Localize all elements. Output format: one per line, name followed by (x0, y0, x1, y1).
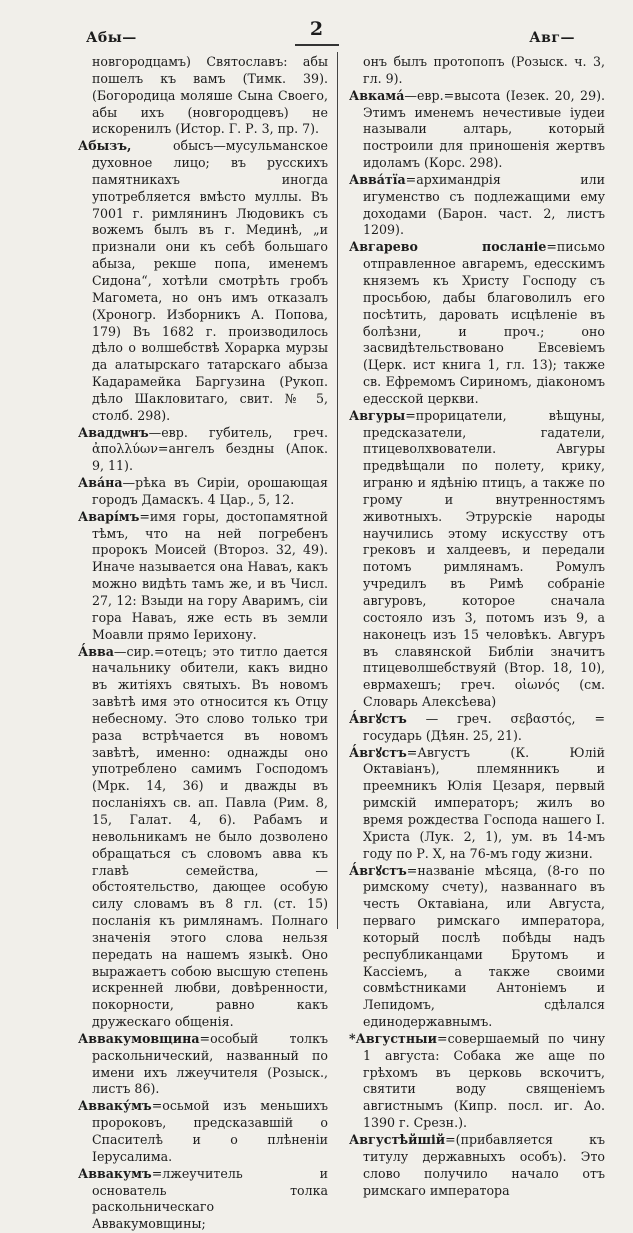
dictionary-entry (78, 425, 328, 476)
right-column (349, 54, 605, 1198)
entry-headword: Аваддѡнъ (78, 424, 149, 440)
column-divider (337, 52, 338, 929)
entry-definition: =осьмой изъ меньшихъ пророковъ, предсказавшій о Спасителѣ и о плѣненіи Іерусалима. (92, 1098, 328, 1164)
entry-headword: Абызъ, (78, 138, 132, 154)
entry-definition: новгородцамъ) Святославъ: абы пошелъ къ вамъ (Тимк. 39). (Богородица моляше Сына Своего, абы ихъ (новгородцевъ) не искоренилъ (Истор. Г. Р. 3, пр. 7). (92, 54, 328, 137)
running-head-left: Абы— (86, 30, 137, 46)
dictionary-entry (78, 1031, 328, 1098)
dictionary-entry (349, 1132, 605, 1199)
entry-headword: Аввакумъ (78, 1165, 152, 1181)
entry-headword: Авваку́мъ (78, 1098, 152, 1114)
entry-definition: =совершаемый по чину 1 августа: Собака же аще по грѣхомъ въ церковь вскочитъ, святити воду священіемъ авгистнымъ (Кипр. посл. иг. Ао. 1390 г. Срезн.). (363, 1030, 605, 1131)
entry-definition: обысъ—мусульманское духовное лицо; въ русскихъ памятникахъ иногда употребляется вмѣсто муллы. Въ 7001 г. римлянинъ Людовикъ съ вожемъ былъ въ г. Мединѣ, „и признали они къ себѣ большаго абыза, рекше попа, именемъ Сидона“, хотѣли смотрѣть гробъ Магомета, но онъ имъ отказалъ (Хроногр. Изборникъ А. Попова, 179) Въ 1682 г. производилось дѣло о волшебствѣ Хорарка мурзы да алатырскаго татарскаго абыза Кадарамейка Баргузина (Рукоп. дѣло Шакловитаго, свит. № 5, столб. 298). (92, 138, 328, 423)
dictionary-entry (78, 475, 328, 509)
entry-definition: —евр.=высота (Іезек. 20, 29). Этимъ именемъ нечестивые іудеи называли алтарь, который построили для приношенія жертвъ идоламъ (Корс. 298). (363, 87, 605, 171)
entry-headword: Августѣйшій (349, 1132, 446, 1147)
entry-headword: Авгарево посланіе (349, 239, 547, 255)
entry-definition: —рѣка въ Сиріи, орошающая городъ Дамаскъ. 4 Цар., 5, 12. (92, 475, 328, 507)
dictionary-entry (349, 711, 605, 745)
page-number: 2 (309, 18, 324, 40)
dictionary-entry (349, 1031, 605, 1132)
page-number-rule (295, 44, 339, 46)
entry-definition: =прорицатели, вѣщуны, предсказатели, гадатели, птицеволхвователи. Авгуры предвѣщали по полету, крику, играню и ядѣнію птицъ, а также по грому и внутренностямъ животныхъ. Этрурскіе народы научились этому искусству отъ грековъ и халдеевъ, и передали потомъ римлянамъ. Ромулъ учредилъ въ Римѣ собраніе авгуровъ, которое сначала состояло изъ 3, потомъ изъ 9, а наконецъ изъ 15 человѣкъ. Авгуръ въ славянской Библіи значитъ птицеволшебствуяй (Втор. 18, 10), еврмахешъ; греч. οἰωνός (см. Словарь Алексѣева) (363, 407, 605, 710)
entry-headword: А́вва (78, 643, 114, 659)
entry-continuation (349, 54, 605, 88)
entry-definition: =Августъ (К. Юлій Октавіанъ), племянникъ и преемникъ Юлія Цезаря, первый римскій императоръ; жилъ во время рождества Господа нашего І. Христа (Лук. 2, 1), ум. въ 14-мъ году по Р. Х, на 76-мъ году жизни. (363, 744, 605, 861)
dictionary-entry (349, 408, 605, 711)
dictionary-entry (78, 1166, 328, 1233)
entry-definition: —евр. губитель, греч. ἀπολλύων=ангелъ бездны (Апок. 9, 11). (92, 424, 328, 474)
entry-definition: =(прибавляется къ титулу державныхъ особъ). Это слово получило начало отъ римскаго императора (363, 1132, 605, 1198)
entry-definition: =имя горы, достопамятной тѣмъ, что на ней погребенъ пророкъ Моисей (Второз. 32, 49). Иначе называется она Наваъ, какъ можно видѣть тамъ же, и въ Числ. 27, 12: Взыди на гору Аваримъ, сіи гора Наваъ, яже есть въ земли Моавли прямо Іерихону. (92, 508, 328, 642)
entry-definition: =особый толкъ раскольнический, названный по имени ихъ лжеучителя (Розыск., листъ 86). (92, 1030, 328, 1097)
dictionary-entry (349, 172, 605, 239)
left-column (78, 54, 328, 1232)
dictionary-entry (78, 509, 328, 644)
dictionary-entry (349, 239, 605, 407)
running-head-right: Авг— (529, 30, 575, 46)
entry-headword: А́вгꙋстъ (349, 744, 407, 760)
entry-definition: =письмо отправленное авгаремъ, едесскимъ княземъ къ Христу Господу съ просьбою, дабы благоволилъ его посѣтить, даровать исцѣленіе въ болѣзни, и проч.; оно засвидѣтельствовано Евсевіемъ (Церк. ист книга 1, гл. 13); также св. Ефремомъ Сириномъ, діакономъ едесской церкви. (363, 239, 605, 406)
entry-definition: — греч. σεβαστός, = государь (Дѣян. 25, 21). (363, 710, 605, 743)
dictionary-entry (349, 88, 605, 172)
entry-continuation (78, 54, 328, 138)
dictionary-entry (78, 138, 328, 424)
entry-definition: =лжеучитель и основатель толка раскольническаго Аввакумовщины; (92, 1165, 328, 1232)
entry-definition: онъ былъ протопопъ (Розыск. ч. 3, гл. 9). (363, 54, 605, 86)
entry-headword: А́вгꙋстъ (349, 710, 407, 726)
entry-headword: Аввакумовщина (78, 1030, 200, 1046)
entry-headword: А́вгꙋстъ (349, 862, 407, 878)
dictionary-entry (78, 644, 328, 1031)
entry-headword: Ава́на (78, 475, 123, 491)
entry-headword: Аварі́мъ (78, 508, 140, 524)
entry-headword: Авкама́ (349, 87, 405, 103)
entry-definition: =архимандрія или игуменство съ подлежащими ему доходами (Барон. част. 2, листъ 1209). (363, 171, 605, 238)
entry-headword: Авва́тїа (349, 171, 406, 187)
dictionary-entry (349, 745, 605, 863)
entry-definition: —сир.=отецъ; это титло дается начальнику обители, какъ видно въ житіяхъ святыхъ. Въ новомъ завѣтѣ имя это относится къ Отцу небесному. Это слово только три раза встрѣчается въ новомъ завѣтѣ, именно: однажды оно употреблено самимъ Господомъ (Мрк. 14, 36) и дважды въ посланіяхъ св. ап. Павла (Рим. 8, 15, Галат. 4, 6). Рабамъ и невольникамъ не было дозволено обращаться съ словомъ авва къ главѣ семейства, — обстоятельство, дающее особую силу словамъ въ 8 гл. (ст. 15) посланія къ римлянамъ. Полнаго значенія этого слова нельзя передать на нашемъ языкѣ. Оно выражаетъ собою высшую степень искренней любви, довѣренности, покорности, равно какъ дружескаго общенія. (92, 643, 328, 1030)
entry-headword: *Августныи (349, 1030, 438, 1046)
entry-headword: Авгуры (349, 407, 406, 423)
dictionary-entry (78, 1098, 328, 1165)
entry-definition: =названіе мѣсяца, (8-го по римскому счету), названнаго въ честь Октавіана, или Августа, перваго римскаго императора, который послѣ побѣды надъ республиканцами Брутомъ и Кассіемъ, а также своими совмѣстниками Антоніемъ и Лепидомъ, сдѣлался единодержавнымъ. (363, 862, 605, 1030)
dictionary-entry (349, 863, 605, 1031)
